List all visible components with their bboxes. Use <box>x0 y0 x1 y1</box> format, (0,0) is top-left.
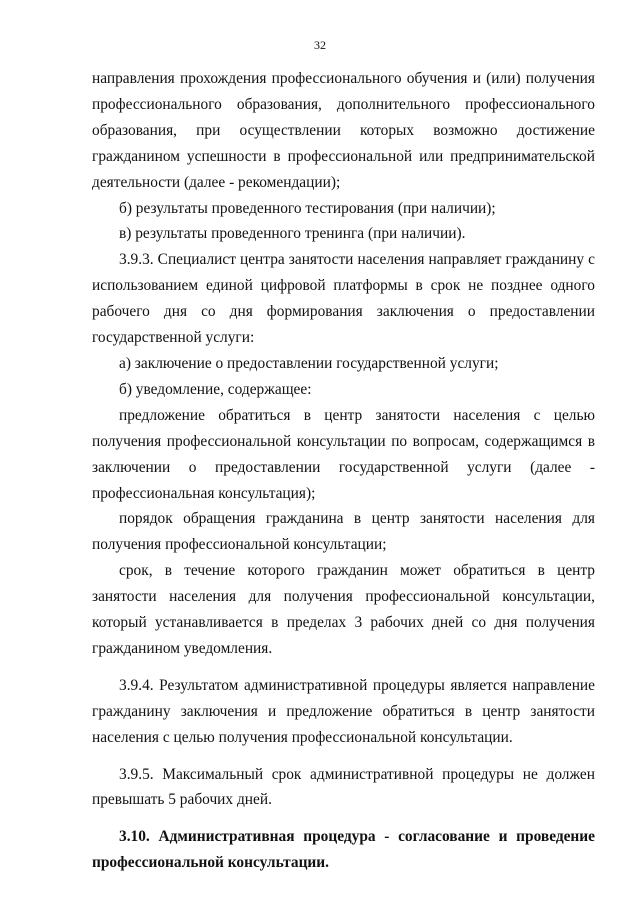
paragraph-notification: б) уведомление, содержащее: <box>119 380 312 398</box>
paragraph-deadline: срок, в течение которого гражданин может обратиться в центр занятости населения для получения профессиональной консультации, который устанавливается в пределах 3 рабочих дней со дня получения гражданином уведомления. <box>92 562 595 657</box>
paragraph-conclusion: а) заключение о предоставлении государственной услуги; <box>119 354 499 372</box>
paragraph-training-results: в) результаты проведенного тренинга (при наличии). <box>119 225 466 243</box>
paragraph-procedure-order: порядок обращения гражданина в центр занятости населения для получения профессиональной консультации; <box>92 510 595 554</box>
paragraph-testing-results: б) результаты проведенного тестирования (при наличии); <box>119 199 496 217</box>
paragraph-3-9-4: 3.9.4. Результатом административной процедуры является направление гражданину заключения и предложение обратиться в центр занятости населения с целью получения профессиональной консультации. <box>92 676 595 746</box>
section-heading-3-10: 3.10. Административная процедура - согласование и проведение профессиональной консультации. <box>92 828 595 872</box>
paragraph-recommendations: направления прохождения профессионального обучения и (или) получения профессионального образования, дополнительного профессионального образования, при осуществлении которых возможно достижение гражданином успешности в профессиональной или предпринимательской деятельности (далее - рекомендации); <box>92 70 595 191</box>
page-number: 32 <box>314 38 326 52</box>
paragraph-3-9-5: 3.9.5. Максимальный срок административной процедуры не должен превышать 5 рабочих дней. <box>92 765 595 809</box>
paragraph-offer-consultation: предложение обратиться в центр занятости населения с целью получения профессиональной консультации по вопросам, содержащимся в заключении о предоставлении государственной услуги (далее - профессиональная консультация); <box>92 406 595 502</box>
paragraph-3-9-3: 3.9.3. Специалист центра занятости населения направляет гражданину с использованием единой цифровой платформы в срок не позднее одного рабочего дня со дня формирования заключения о предоставлении государственной услуги: <box>92 251 595 347</box>
document-body <box>92 66 595 876</box>
